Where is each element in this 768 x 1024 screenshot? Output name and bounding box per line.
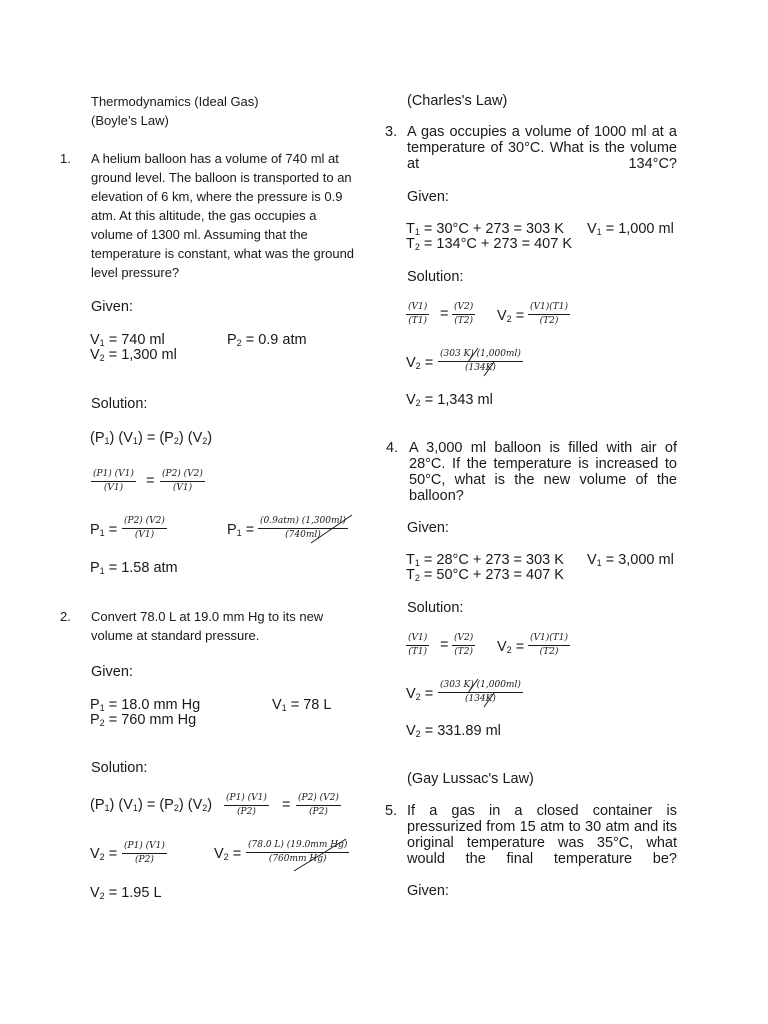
problem-3-number: 3.	[385, 124, 398, 140]
problem-1-cancel-marks	[308, 512, 358, 546]
problem-2-solution-label: Solution:	[91, 760, 148, 776]
problem-1-boyles-equation: $(P_1) (V_1) = (P_2)$ $(V_2)$	[90, 430, 213, 446]
problem-3-t2: $T_2 = 134^\circ C + 273 = 407$ K	[406, 236, 572, 252]
problem-3-given-label: Given:	[407, 189, 449, 205]
problem-1-number: 1.	[60, 151, 71, 166]
section-heading-boyles-law: (Boyle’s Law)	[91, 113, 169, 128]
problem-2-p1: $P_1 = 18.0$ mm Hg	[90, 697, 201, 713]
problem-2-question: Convert 78.0 L at 19.0 mm Hg to its new volume at standard pressure.	[91, 609, 324, 643]
problem-1-fraction-lhs: (P1) (V1) (V1)	[93, 469, 134, 493]
problem-3-v1: $V_1 = 1,000$ ml	[587, 221, 674, 237]
problem-4-number: 4.	[386, 440, 399, 456]
problem-4-fraction-equals: =	[440, 637, 449, 653]
problem-2-v2-formula: (P1) (V1) (P2)	[124, 841, 165, 865]
problem-3-cancel-marks	[464, 344, 504, 380]
problem-3-solution-label: Solution:	[407, 269, 464, 285]
problem-3-v2-substitution: (303 K) (1,000ml) (134K)	[440, 349, 521, 373]
problem-2-boyles-equation: $(P_1) (V_1) = (P_2)$ $(V_2)$	[90, 797, 213, 813]
problem-1-fraction-rhs: (P2) (V2) (V1)	[162, 469, 203, 493]
problem-2-fraction-equals: =	[282, 797, 291, 813]
problem-3-fraction-equals: =	[440, 306, 449, 322]
problem-4-question: A 3,000 ml balloon is filled with air of 28°C. If the temperature is increased to 50°C, what is the new volume of the balloon?	[409, 440, 677, 504]
problem-3-v2-formula: (V1)(T1) (T2)	[530, 302, 568, 326]
problem-4-fraction-lhs: (V1) (T1)	[408, 633, 428, 657]
problem-3-t1: $T_1 = 30^\circ C + 273 = 303$ K	[406, 221, 564, 237]
problem-4-v2-label: $V_2$ =	[497, 639, 525, 655]
problem-3-fraction-rhs: (V2) (T2)	[454, 302, 474, 326]
problem-2-v2-label: $V_2$ =	[90, 846, 118, 862]
problem-3-answer: $V_2 = 1,343$ ml	[406, 392, 493, 408]
problem-3-question: A gas occupies a volume of 1000 ml at a temperature of 30°C. What is the volume at 134°C?	[407, 124, 677, 172]
document-title: Thermodynamics (Ideal Gas)	[91, 94, 259, 109]
problem-2-cancel-marks	[286, 836, 352, 874]
problem-4-fraction-rhs: (V2) (T2)	[454, 633, 474, 657]
problem-3-v2-substitution-label: $V_2$ =	[406, 355, 434, 371]
problem-2-number: 2.	[60, 609, 71, 624]
problem-1-question: A helium balloon has a volume of 740 ml at ground level. The balloon is transported to an elevation of 6 km, where the pressure is 0.9 atm. At this altitude, the gas occupies a volume of 1300 ml. Assuming that the temperature is constant, what was the ground level pressure?	[91, 151, 355, 280]
problem-1-v1: $V_1 = 740$ ml	[90, 332, 165, 348]
problem-3-fraction-lhs: (V1) (T1)	[408, 302, 428, 326]
problem-1-v2: $V_2 = 1,300$ ml	[90, 347, 177, 363]
problem-4-answer: $V_2 = 331.89$ ml	[406, 723, 501, 739]
problem-2-fraction-lhs: (P1) (V1) (P2)	[226, 793, 267, 817]
problem-5-number: 5.	[385, 803, 398, 819]
problem-2-p2: $P_2 = 760$ mm Hg	[90, 712, 197, 728]
section-heading-gay-lussacs-law: (Gay Lussac's Law)	[407, 771, 534, 787]
problem-4-v2-substitution: (303 K) (1,000ml) (134K)	[440, 680, 521, 704]
problem-1-given-label: Given:	[91, 299, 133, 315]
problem-5-question: If a gas in a closed container is pressurized from 15 atm to 30 atm and its original temperature was 35°C, what would the final temperature be?	[407, 803, 677, 867]
problem-2-v2-substitution: (78.0 L) (19.0mm Hg) (760mm Hg)	[248, 840, 348, 864]
problem-2-v2-substitution-label: $V_2$ =	[214, 846, 242, 862]
problem-4-v2-substitution-label: $V_2$ =	[406, 686, 434, 702]
problem-1-fraction-equals: =	[146, 473, 155, 489]
problem-2-v1: $V_1 = 78$ L	[272, 697, 332, 713]
problem-4-given-label: Given:	[407, 520, 449, 536]
problem-2-answer: $V_2 = 1.95$ L	[90, 885, 162, 901]
problem-5-given-label: Given:	[407, 883, 449, 899]
problem-1-answer: $P_1 = 1.58$ atm	[90, 560, 178, 576]
problem-2-fraction-rhs: (P2) (V2) (P2)	[298, 793, 339, 817]
problem-1-p2: $P_2 = 0.9$ atm	[227, 332, 307, 348]
problem-4-v1: $V_1 = 3,000$ ml	[587, 552, 674, 568]
problem-1-p1-formula: (P2) (V2) (V1)	[124, 516, 165, 540]
problem-4-t1: $T_1 = 28^\circ C + 273 = 303$ K	[406, 552, 564, 568]
problem-1-p1-substitution-label: $P_1$ =	[227, 522, 255, 538]
problem-3-v2-label: $V_2$ =	[497, 308, 525, 324]
problem-2-given-label: Given:	[91, 664, 133, 680]
problem-4-t2: $T_2 = 50^\circ C + 273 = 407$ K	[406, 567, 564, 583]
problem-1-p1-substitution: (0.9atm) (1,300ml) (740ml)	[260, 516, 346, 540]
problem-1-solution-label: Solution:	[91, 396, 148, 412]
problem-4-v2-formula: (V1)(T1) (T2)	[530, 633, 568, 657]
problem-1-p1-label: $P_1$ =	[90, 522, 118, 538]
problem-4-cancel-marks	[464, 675, 504, 711]
section-heading-charles-law: (Charles's Law)	[407, 93, 508, 109]
problem-4-solution-label: Solution:	[407, 600, 464, 616]
